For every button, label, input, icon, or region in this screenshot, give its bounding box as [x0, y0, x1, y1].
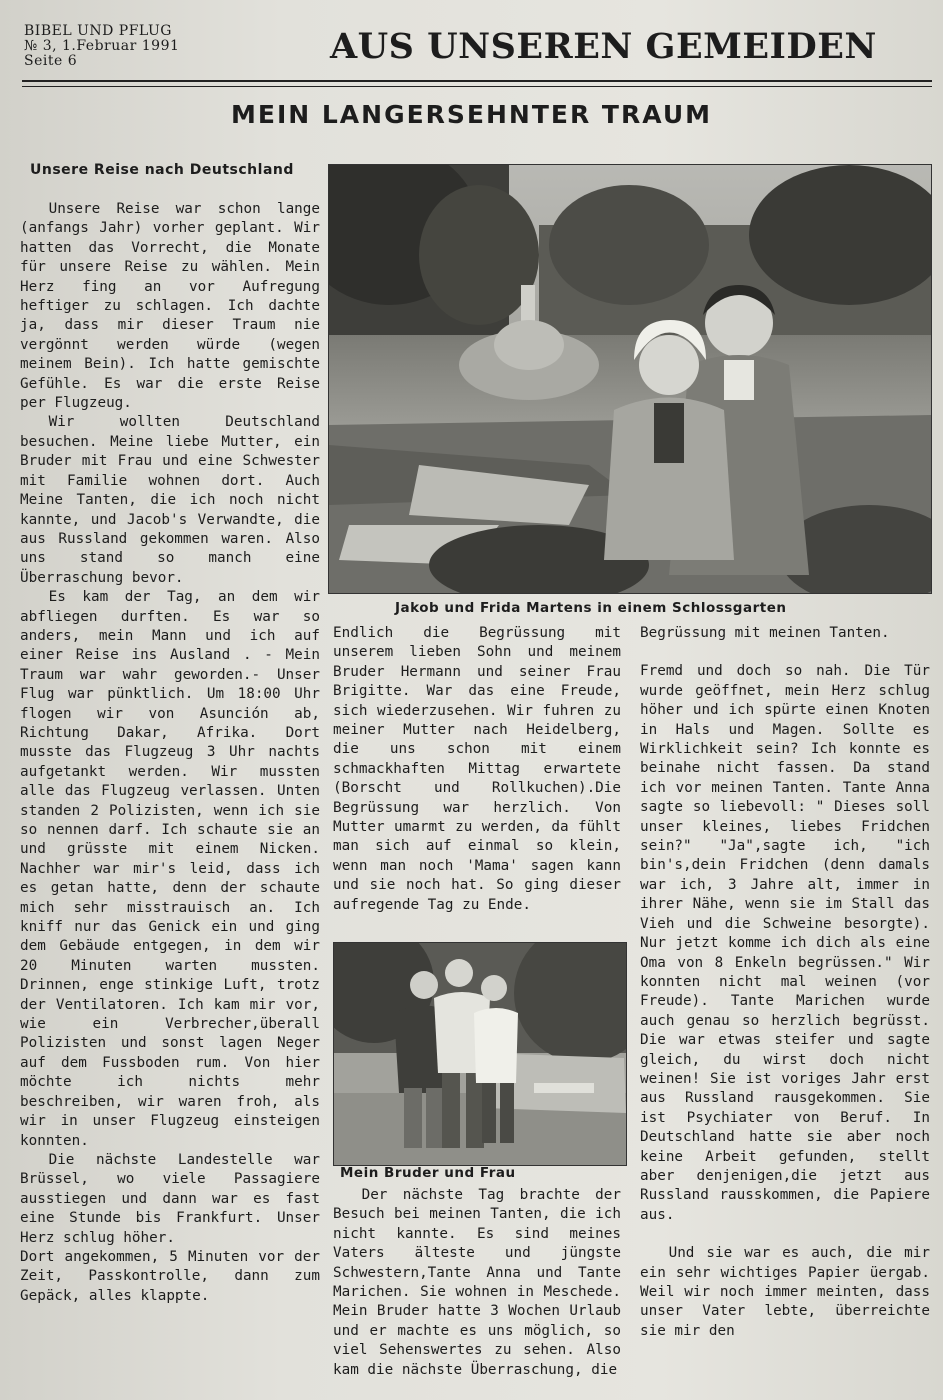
paragraph: Wir wollten Deutschland besuchen. Meine liebe Mutter, ein Bruder mit Frau und eine Schwester mit Familie wohnen dort. Auch Meine Tanten, die ich noch nicht kannte, und Jacob's Verwandte, die aus Russland gekommen waren. Also uns stand so manch eine Überraschung bevor. — [20, 414, 320, 586]
photo-brother-wife — [333, 942, 627, 1166]
paragraph: Fremd und doch so nah. Die Tür wurde geöffnet, mein Herz schlug höher und ich spürte einen Knoten in Hals und Magen. Sollte es Wirklichkeit sein? Ich konnte es beinahe nicht fassen. Da stand ich vor meinen Tanten. Tante Anna sagte so liebevoll: " Dieses soll unser kleines, liebes Fridchen sein?" "Ja",sagte ich, "ich bin's,dein Fridchen (denn damals war ich, 3 Jahre alt, immer in ihrer Nähe, wenn sie im Stall das Vieh und die Schweine besorgte). Nur jetzt komme ich dich als eine Oma von 8 Enkeln begrüssen." Wir konnten nicht mal weinen (vor Freude). Tante Marichen wurde auch genau so herzlich begrüsst. Die war etwas steifer und sagte gleich, du wirst doch nicht weinen! Sie ist voriges Jahr erst aus Russland rausgekommen. Sie ist Psychiater von Beruf. In Deutschland hatte sie aber noch keine Arbeit gefunden, stellt aber denjenigen,die jetzt aus Russland rausskommen, die Papiere aus. — [640, 663, 930, 1223]
paragraph: Begrüssung mit meinen Tanten. — [640, 625, 890, 641]
article-headline: MEIN LANGERSEHNTER TRAUM — [230, 100, 712, 129]
page-number: Seite 6 — [24, 53, 78, 69]
column-2-top — [333, 624, 621, 915]
paragraph: Die nächste Landestelle war Brüssel, wo viele Passagiere ausstiegen und dann war es fast eine Stunde bis Frankfurt. Unser Herz schlug höher. — [20, 1151, 320, 1246]
header-rule-thin — [22, 86, 932, 87]
column-1 — [20, 200, 320, 1306]
article-subheading: Unsere Reise nach Deutschland — [30, 162, 294, 178]
publication-name: BIBEL UND PFLUG — [24, 23, 172, 39]
paragraph: Und sie war es auch, die mir ein sehr wichtiges Papier üergab. Weil wir noch immer meinten, dass unser Vater lebte, überreichte sie mir den — [640, 1245, 930, 1339]
column-2-bottom — [333, 1186, 621, 1380]
photo1-caption: Jakob und Frida Martens in einem Schlossgarten — [395, 600, 787, 616]
paragraph: Es kam der Tag, an dem wir abfliegen durften. Es war so anders, mein Mann und ich auf einer Reise ins Ausland . - Mein Traum war wahr geworden.- Unser Flug war pünktlich. Um 18:00 Uhr flogen wir von Asunción ab, Richtung Dakar, Afrika. Dort musste das Flugzeug 3 Uhr nachts aufgetankt werden. Wir mussten alle das Flugzeug verlassen. Unten standen 2 Polizisten, wenn ich sie so nennen darf. Ich schaute sie an und grüsste mit einem Nicken. Nachher war mir's leid, dass ich es getan hatte, denn der schaute mich sehr misstrauisch an. Ich kniff nur das Genick ein und ging dem Gebäude entgegen, in dem wir 20 Minuten warten mussten. Drinnen, enge stinkige Luft, trotz der Ventilatoren. Ich kam mir vor, wie ein Verbrecher,überall Polizisten und sonst lagen Neger auf dem Fussboden rum. Von hier möchte ich nichts mehr beschreiben, wir waren froh, als wir in unser Flugzeug einsteigen konnten. — [20, 589, 320, 1149]
section-title: AUS UNSEREN GEMEIDEN — [330, 26, 877, 67]
issue-date: № 3, 1.Februar 1991 — [24, 38, 180, 54]
paragraph: Der nächste Tag brachte der Besuch bei meinen Tanten, die ich nicht kannte. Es sind meines Vaters älteste und jüngste Schwestern,Tante Anna und Tante Marichen. Sie wohnen in Meschede. Mein Bruder hatte 3 Wochen Urlaub und er machte es uns möglich, so viel Sehenswertes zu sehen. Also kam die nächste Überraschung, die — [333, 1187, 621, 1378]
header-rule — [22, 80, 932, 82]
paragraph: Unsere Reise war schon lange (anfangs Jahr) vorher geplant. Wir hatten das Vorrecht, die Monate für unsere Reise zu wählen. Mein Herz fing an vor Aufregung heftiger zu schlagen. Ich dachte ja, dass mir dieser Traum nie vergönnt werden würde (wegen meinem Bein). Ich hatte gemischte Gefühle. Es war die erste Reise per Flugzeug. — [20, 201, 320, 412]
masthead-info — [24, 24, 179, 69]
paragraph: Dort angekommen, 5 Minuten vor der Zeit, Passkontrolle, dann zum Gepäck, alles klappte. — [20, 1248, 320, 1304]
paragraph: Endlich die Begrüssung mit unserem lieben Sohn und meinem Bruder Hermann und seiner Frau Brigitte. War das eine Freude, sich wiederzusehen. Wir fuhren zu meiner Mutter nach Heidelberg, die uns schon mit einem schmackhaften Mittag erwartete (Borscht und Rollkuchen).Die Begrüssung war herzlich. Von Mutter umarmt zu werden, da fühlt man sich auf einmal so klein, wenn man noch 'Mama' sagen kann und sie noch hat. So ging dieser aufregende Tag zu Ende. — [333, 625, 621, 913]
column-3 — [640, 624, 930, 1341]
photo-couple-garden — [328, 164, 932, 594]
photo2-caption: Mein Bruder und Frau — [340, 1165, 516, 1181]
